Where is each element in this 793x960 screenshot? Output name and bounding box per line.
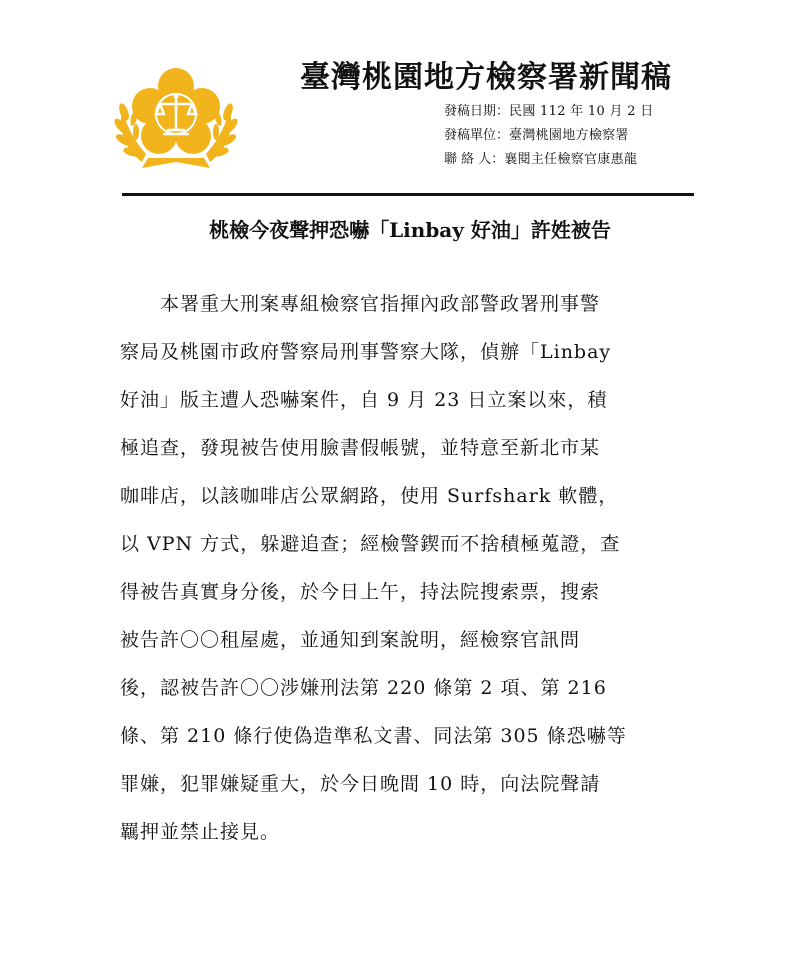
- body-line: 條、第 210 條行使偽造準私文書、同法第 305 條恐嚇等: [120, 725, 627, 747]
- body-line: 得被告真實身分後，於今日上午，持法院搜索票，搜索: [120, 581, 601, 603]
- body-line: 以 VPN 方式，躲避追查；經檢警鍥而不捨積極蒐證，查: [120, 533, 621, 555]
- meta-value: 民國 112 年 10 月 2 日: [509, 104, 654, 119]
- meta-label: 聯 絡 人：: [444, 152, 505, 167]
- meta-label: 發稿日期：: [444, 104, 510, 119]
- body-line: 本署重大刑案專組檢察官指揮內政部警政署刑事警: [120, 293, 601, 315]
- header-divider: [122, 193, 694, 196]
- meta-contact: [444, 148, 704, 172]
- body-line: 極追查，發現被告使用臉書假帳號，並特意至新北市某: [120, 437, 601, 459]
- meta-value: 襄閱主任檢察官康惠龍: [504, 152, 638, 167]
- body-line: 羈押並禁止接見。: [120, 821, 281, 843]
- body-line: 察局及桃園市政府警察局刑事警察大隊，偵辦「Linbay: [120, 341, 612, 363]
- meta-release-unit: [444, 124, 704, 148]
- article-headline: 桃檢今夜聲押恐嚇「Linbay 好油」許姓被告: [209, 218, 611, 242]
- body-line: 咖啡店，以該咖啡店公眾網路，使用 Surfshark 軟體，: [120, 485, 619, 507]
- press-release-title: 臺灣桃園地方檢察署新聞稿: [300, 60, 672, 95]
- body-line: 被告許〇〇租屋處，並通知到案說明，經檢察官訊問: [120, 629, 581, 651]
- body-line: 後，認被告許〇〇涉嫌刑法第 220 條第 2 項、第 216: [120, 677, 607, 699]
- press-release-meta: [444, 100, 704, 172]
- body-line: 罪嫌，犯罪嫌疑重大，於今日晚間 10 時，向法院聲請: [120, 773, 601, 795]
- meta-release-date: [444, 100, 704, 124]
- prosecutors-emblem-logo: [112, 62, 240, 174]
- meta-value: 臺灣桃園地方檢察署: [509, 128, 629, 143]
- emblem-icon: [112, 62, 240, 174]
- meta-label: 發稿單位：: [444, 128, 510, 143]
- body-line: 好油」版主遭人恐嚇案件，自 9 月 23 日立案以來，積: [120, 389, 608, 411]
- article-body: [120, 280, 700, 856]
